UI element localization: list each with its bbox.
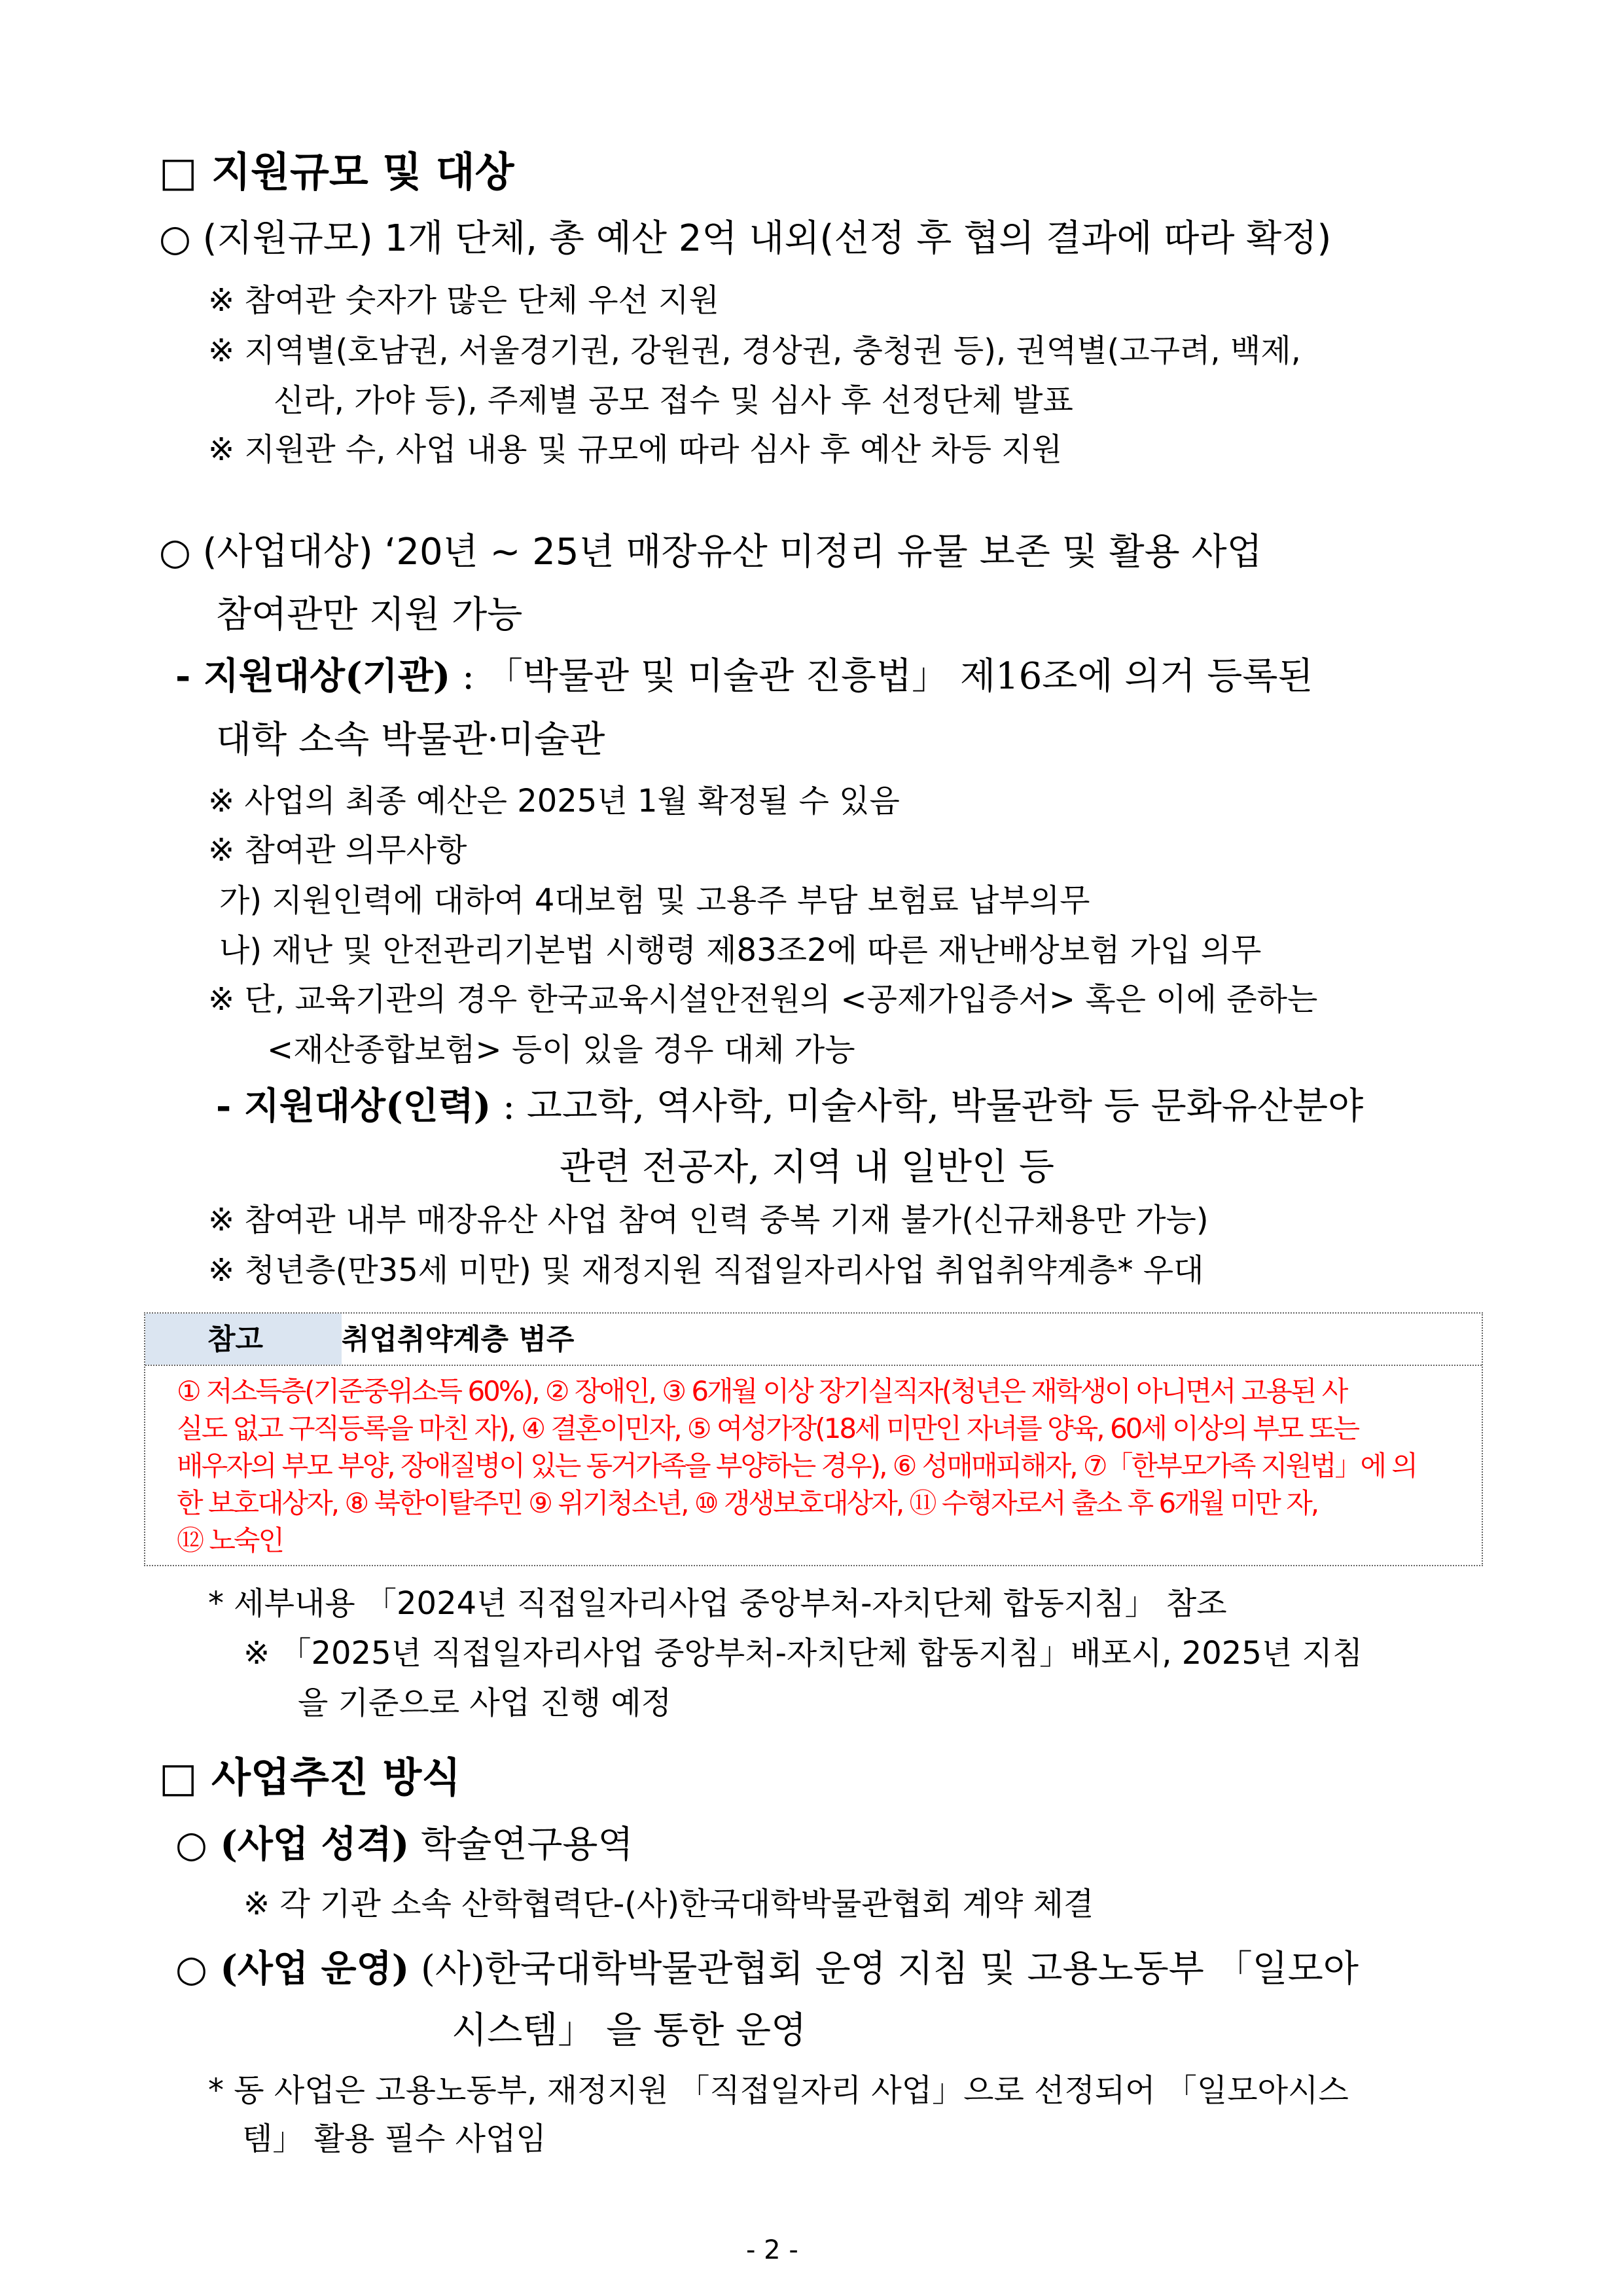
reference-tag [145, 1314, 342, 1365]
note-no-duplicate: ※ 참여관 내부 매장유산 사업 참여 인력 중복 기재 불가(신규채용만 가능) [208, 1202, 1209, 1238]
note-contract: ※ 각 기관 소속 산학협력단-(사)한국대학박물관협회 계약 체결 [243, 1886, 1094, 1922]
reference-tag-label: 참고 [207, 1323, 264, 1356]
support-scale-item: ○ (지원규모) 1개 단체, 총 예산 2억 내외(선정 후 협의 결과에 따라 확정) [159, 217, 1332, 260]
institution-label: - 지원대상(기관) [175, 655, 451, 698]
section-heading-method: □ 사업추진 방식 [159, 1753, 461, 1801]
vulnerable-line-2: 실도 없고 구직등록을 마친 자), ④ 결혼이민자, ⑤ 여성가장(18세 미만인 자녀를 양육, 60세 이상의 부모 또는 [177, 1412, 1359, 1444]
note-regional-line2: 신라, 가야 등), 주제별 공모 접수 및 심사 후 선정단체 발표 [274, 382, 1073, 419]
footnote-line1: * 동 사업은 고용노동부, 재정지원 「직접일자리 사업」으로 선정되어 「일모아시스 [208, 2072, 1349, 2109]
note-regional-line1: ※ 지역별(호남권, 서울경기권, 강원권, 경상권, 충청권 등), 권역별(고구려, 백제, [208, 332, 1301, 369]
note-youth-priority: ※ 청년층(만35세 미만) 및 재정지원 직접일자리사업 취업취약계층* 우대 [208, 1252, 1204, 1289]
institution-text: : 「박물관 및 미술관 진흥법」 제16조에 의거 등록된 [450, 655, 1313, 698]
page-number: - 2 - [746, 2235, 798, 2265]
duty-disaster-insurance: 나) 재난 및 안전관리기본법 시행령 제83조2에 따른 재난배상보험 가입 의무 [219, 932, 1262, 969]
note-2025-guideline-line2: 을 기준으로 사업 진행 예정 [298, 1685, 672, 1721]
business-type-text: 학술연구용역 [409, 1823, 633, 1866]
note-obligations: ※ 참여관 의무사항 [208, 832, 467, 869]
note-2025-guideline-line1: ※ 「2025년 직접일자리사업 중앙부처-자치단체 합동지침」배포시, 2025년 지침 [243, 1635, 1363, 1672]
business-target-line2: 참여관만 지원 가능 [216, 594, 523, 636]
business-target-line1: ○ (사업대상) ‘20년 ~ 25년 매장유산 미정리 유물 보존 및 활용 사업 [159, 531, 1262, 573]
note-education-exception-line1: ※ 단, 교육기관의 경우 한국교육시설안전원의 <공제가입증서> 혹은 이에 준하는 [208, 981, 1318, 1018]
vulnerable-line-1: ① 저소득층(기준중위소득 60%), ② 장애인, ③ 6개월 이상 장기실직자(청년은 재학생이 아니면서 고용된 사 [177, 1375, 1347, 1407]
support-target-personnel [216, 1085, 1364, 1128]
note-budget-differential: ※ 지원관 수, 사업 내용 및 규모에 따라 심사 후 예산 차등 지원 [208, 431, 1063, 468]
vulnerable-line-3: 배우자의 부모 부양, 장애질병이 있는 동거가족을 부양하는 경우), ⑥ 성매매피해자, ⑦「한부모가족 지원법」에 의 [177, 1450, 1416, 1482]
reference-box-title: 취업취약계층 범주 [342, 1323, 575, 1356]
business-operation [175, 1947, 1359, 1990]
business-type [175, 1823, 633, 1866]
reference-guideline: * 세부내용 「2024년 직접일자리사업 중앙부처-자치단체 합동지침」 참조 [208, 1585, 1227, 1622]
personnel-label: - 지원대상(인력) [216, 1085, 491, 1128]
footnote-line2: 템」 활용 필수 사업임 [242, 2121, 546, 2157]
section-heading-support-scale: □ 지원규모 및 대상 [159, 148, 514, 196]
personnel-text-line2: 관련 전공자, 지역 내 일반인 등 [560, 1146, 1054, 1189]
support-target-institution [175, 655, 1313, 698]
business-operation-label: ○ (사업 운영) [175, 1947, 410, 1990]
business-type-label: ○ (사업 성격) [175, 1823, 410, 1866]
note-education-exception-line2: <재산종합보험> 등이 있을 경우 대체 가능 [267, 1031, 855, 1068]
personnel-text: : 고고학, 역사학, 미술사학, 박물관학 등 문화유산분야 [491, 1085, 1364, 1128]
reference-box-header [145, 1314, 1482, 1366]
business-operation-text: (사)한국대학박물관협회 운영 지침 및 고용노동부 「일모아 [409, 1948, 1359, 1990]
reference-box [144, 1312, 1483, 1566]
vulnerable-line-4: 한 보호대상자, ⑧ 북한이탈주민 ⑨ 위기청소년, ⑩ 갱생보호대상자, ⑪ 수형자로서 출소 후 6개월 미만 자, [177, 1487, 1318, 1519]
vulnerable-line-5: ⑫ 노숙인 [177, 1524, 283, 1556]
duty-insurance: 가) 지원인력에 대하여 4대보험 및 고용주 부담 보험료 납부의무 [219, 882, 1090, 919]
business-operation-line2: 시스템」 을 통한 운영 [452, 2009, 807, 2052]
institution-text-line2: 대학 소속 박물관·미술관 [216, 719, 605, 761]
note-priority-support: ※ 참여관 숫자가 많은 단체 우선 지원 [208, 282, 719, 319]
note-final-budget: ※ 사업의 최종 예산은 2025년 1월 확정될 수 있음 [208, 783, 900, 819]
